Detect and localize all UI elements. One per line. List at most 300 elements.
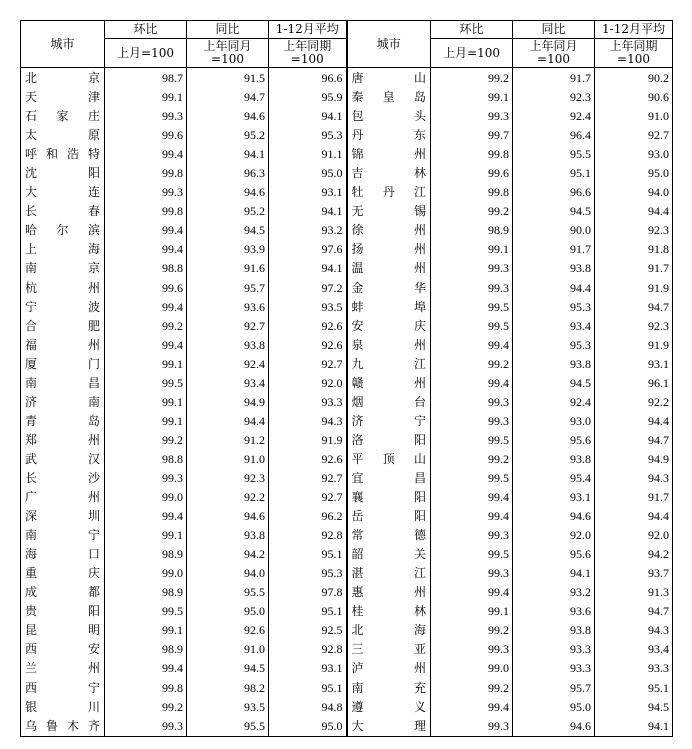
city-name: 银 川 — [25, 699, 100, 714]
city-name: 泉 州 — [351, 337, 426, 352]
city-cell-left — [21, 374, 105, 393]
city-name: 福 州 — [25, 337, 100, 352]
avg-value-right: 94.7 — [595, 298, 673, 317]
city-cell-right — [347, 583, 431, 602]
table-row — [21, 602, 673, 621]
mom-value-left: 99.8 — [105, 202, 187, 221]
mom-value-left: 99.3 — [105, 183, 187, 202]
city-cell-right — [347, 183, 431, 202]
mom-value-right: 99.0 — [431, 659, 513, 678]
mom-value-right: 99.2 — [431, 621, 513, 640]
city-name: 呼 和 浩 特 — [25, 147, 100, 162]
yoy-base-left — [187, 39, 269, 68]
yoy-value-right: 93.1 — [513, 488, 595, 507]
mom-value-left: 99.4 — [105, 221, 187, 240]
mom-value-right: 99.4 — [431, 488, 513, 507]
city-cell-left — [21, 317, 105, 336]
city-cell-right — [347, 545, 431, 564]
city-name: 厦 门 — [25, 356, 100, 371]
table-row — [21, 68, 673, 89]
yoy-base-line2: =100 — [211, 52, 244, 66]
city-name: 济 宁 — [351, 413, 426, 428]
avg-value-right: 91.7 — [595, 259, 673, 278]
yoy-value-right: 95.1 — [513, 164, 595, 183]
city-name: 海 口 — [25, 547, 100, 562]
mom-value-left: 99.1 — [105, 393, 187, 412]
table-row — [21, 583, 673, 602]
city-name: 秦 皇 岛 — [351, 90, 426, 105]
city-cell-right — [347, 507, 431, 526]
yoy-value-left: 95.2 — [187, 202, 269, 221]
yoy-value-left: 93.8 — [187, 526, 269, 545]
city-cell-left — [21, 698, 105, 717]
avg-value-left: 94.1 — [269, 259, 347, 278]
price-index-table-container — [20, 20, 672, 737]
mom-value-right: 99.2 — [431, 355, 513, 374]
city-name: 昆 明 — [25, 623, 100, 638]
city-cell-right — [347, 68, 431, 89]
mom-value-left: 98.9 — [105, 583, 187, 602]
mom-value-right: 99.3 — [431, 412, 513, 431]
city-cell-right — [347, 336, 431, 355]
city-name: 岳 阳 — [351, 509, 426, 524]
city-cell-right — [347, 374, 431, 393]
city-name: 贵 阳 — [25, 604, 100, 619]
city-cell-right — [347, 298, 431, 317]
avg-value-right: 94.3 — [595, 621, 673, 640]
yoy-value-right: 94.6 — [513, 717, 595, 737]
avg-value-right: 94.7 — [595, 602, 673, 621]
city-name: 深 圳 — [25, 509, 100, 524]
city-cell-left — [21, 431, 105, 450]
table-row — [21, 469, 673, 488]
table-row — [21, 317, 673, 336]
avg-value-right: 91.9 — [595, 336, 673, 355]
yoy-value-right: 95.0 — [513, 698, 595, 717]
avg-value-left: 93.2 — [269, 221, 347, 240]
avg-value-left: 95.3 — [269, 126, 347, 145]
yoy-value-right: 96.4 — [513, 126, 595, 145]
city-name: 郑 州 — [25, 432, 100, 447]
yoy-value-right: 94.4 — [513, 279, 595, 298]
avg-value-right: 92.0 — [595, 526, 673, 545]
city-name: 天 津 — [25, 90, 100, 105]
avg-value-left: 95.0 — [269, 164, 347, 183]
avg-value-right: 91.8 — [595, 240, 673, 259]
yoy-value-right: 92.4 — [513, 107, 595, 126]
city-name: 北 海 — [351, 623, 426, 638]
avg-value-right: 93.7 — [595, 564, 673, 583]
yoy-value-right: 92.0 — [513, 526, 595, 545]
avg-value-left: 93.3 — [269, 393, 347, 412]
yoy-value-left: 95.7 — [187, 279, 269, 298]
yoy-value-left: 94.5 — [187, 659, 269, 678]
avg-value-right: 94.0 — [595, 183, 673, 202]
mom-value-right: 99.8 — [431, 145, 513, 164]
avg-value-right: 92.7 — [595, 126, 673, 145]
yoy-value-right: 95.7 — [513, 679, 595, 698]
city-name: 杭 州 — [25, 280, 100, 295]
table-row — [21, 221, 673, 240]
city-cell-right — [347, 488, 431, 507]
avg-value-right: 91.7 — [595, 488, 673, 507]
yoy-value-left: 92.2 — [187, 488, 269, 507]
yoy-value-right: 91.7 — [513, 240, 595, 259]
avg-value-right: 93.1 — [595, 355, 673, 374]
avg-value-right: 94.2 — [595, 545, 673, 564]
yoy-value-right: 95.6 — [513, 431, 595, 450]
mom-value-left: 98.8 — [105, 259, 187, 278]
avg-value-left: 97.6 — [269, 240, 347, 259]
mom-value-right: 99.5 — [431, 317, 513, 336]
city-header-left: 城市 — [21, 21, 105, 68]
avg-value-right: 94.1 — [595, 717, 673, 737]
city-name: 徐 州 — [351, 223, 426, 238]
table-row — [21, 164, 673, 183]
yoy-value-left: 91.6 — [187, 259, 269, 278]
yoy-value-right: 93.3 — [513, 640, 595, 659]
city-cell-right — [347, 431, 431, 450]
yoy-value-left: 93.9 — [187, 240, 269, 259]
mom-value-right: 99.4 — [431, 698, 513, 717]
avg-value-left: 95.3 — [269, 564, 347, 583]
city-cell-right — [347, 240, 431, 259]
city-cell-left — [21, 526, 105, 545]
yoy-value-left: 92.4 — [187, 355, 269, 374]
city-name: 韶 关 — [351, 547, 426, 562]
city-cell-right — [347, 317, 431, 336]
city-cell-left — [21, 107, 105, 126]
city-cell-left — [21, 68, 105, 89]
yoy-value-right: 93.6 — [513, 602, 595, 621]
city-cell-right — [347, 717, 431, 737]
city-cell-left — [21, 336, 105, 355]
table-row — [21, 488, 673, 507]
mom-value-left: 98.7 — [105, 68, 187, 89]
table-row — [21, 202, 673, 221]
avg-value-left: 94.1 — [269, 107, 347, 126]
avg-value-left: 93.5 — [269, 298, 347, 317]
avg-value-right: 93.0 — [595, 145, 673, 164]
mom-value-right: 99.5 — [431, 431, 513, 450]
mom-base-right: 上月=100 — [431, 39, 513, 68]
table-row — [21, 679, 673, 698]
city-cell-right — [347, 393, 431, 412]
city-name: 青 岛 — [25, 413, 100, 428]
avg-value-left: 95.1 — [269, 545, 347, 564]
city-cell-right — [347, 412, 431, 431]
avg-value-right: 93.3 — [595, 659, 673, 678]
yoy-value-left: 94.9 — [187, 393, 269, 412]
yoy-value-left: 91.5 — [187, 68, 269, 89]
mom-value-right: 99.2 — [431, 679, 513, 698]
avg-base-line1: 上年同期 — [283, 39, 332, 53]
city-cell-right — [347, 88, 431, 107]
yoy-value-left: 94.6 — [187, 507, 269, 526]
header-row-1 — [21, 21, 673, 39]
yoy-value-right: 93.8 — [513, 621, 595, 640]
mom-value-right: 99.4 — [431, 336, 513, 355]
yoy-value-left: 92.7 — [187, 317, 269, 336]
mom-value-right: 99.5 — [431, 469, 513, 488]
yoy-value-right: 93.8 — [513, 355, 595, 374]
mom-value-left: 98.9 — [105, 640, 187, 659]
mom-value-right: 99.1 — [431, 602, 513, 621]
city-name: 长 春 — [25, 204, 100, 219]
avg-value-right: 92.2 — [595, 393, 673, 412]
yoy-value-left: 92.6 — [187, 621, 269, 640]
mom-value-right: 99.3 — [431, 393, 513, 412]
yoy-value-left: 94.4 — [187, 412, 269, 431]
avg-value-right: 91.0 — [595, 107, 673, 126]
mom-value-left: 99.5 — [105, 374, 187, 393]
yoy-value-left: 94.5 — [187, 221, 269, 240]
mom-value-right: 99.3 — [431, 259, 513, 278]
avg-value-left: 92.8 — [269, 640, 347, 659]
yoy-value-left: 94.2 — [187, 545, 269, 564]
mom-value-left: 99.3 — [105, 107, 187, 126]
mom-header-left: 环比 — [105, 21, 187, 39]
mom-value-right: 98.9 — [431, 221, 513, 240]
mom-base-left: 上月=100 — [105, 39, 187, 68]
table-row — [21, 640, 673, 659]
mom-value-right: 99.7 — [431, 126, 513, 145]
city-cell-left — [21, 545, 105, 564]
avg-value-right: 94.4 — [595, 202, 673, 221]
yoy-value-right: 96.6 — [513, 183, 595, 202]
city-name: 丹 东 — [351, 128, 426, 143]
city-cell-right — [347, 450, 431, 469]
avg-value-right: 94.7 — [595, 431, 673, 450]
yoy-header-right: 同比 — [513, 21, 595, 39]
yoy-header-left: 同比 — [187, 21, 269, 39]
city-name: 武 汉 — [25, 451, 100, 466]
city-name: 北 京 — [25, 71, 100, 86]
table-row — [21, 450, 673, 469]
table-row — [21, 279, 673, 298]
yoy-base-line1: 上年同月 — [203, 39, 252, 53]
city-name: 唐 山 — [351, 71, 426, 86]
mom-value-right: 99.2 — [431, 450, 513, 469]
avg-value-left: 96.6 — [269, 68, 347, 89]
table-row — [21, 336, 673, 355]
city-cell-left — [21, 507, 105, 526]
mom-value-left: 99.4 — [105, 659, 187, 678]
city-name: 金 华 — [351, 280, 426, 295]
city-cell-left — [21, 717, 105, 737]
avg-base-line2: =100 — [617, 52, 650, 66]
mom-value-right: 99.4 — [431, 583, 513, 602]
city-name: 石 家 庄 — [25, 109, 100, 124]
yoy-value-right: 95.6 — [513, 545, 595, 564]
city-cell-right — [347, 107, 431, 126]
table-row — [21, 507, 673, 526]
city-cell-right — [347, 164, 431, 183]
city-name: 烟 台 — [351, 394, 426, 409]
avg-base-right — [595, 39, 673, 68]
city-cell-left — [21, 183, 105, 202]
price-index-table — [20, 20, 673, 737]
city-cell-left — [21, 640, 105, 659]
mom-value-right: 99.3 — [431, 279, 513, 298]
mom-value-right: 99.3 — [431, 564, 513, 583]
mom-value-left: 99.3 — [105, 717, 187, 737]
city-cell-left — [21, 564, 105, 583]
city-cell-left — [21, 679, 105, 698]
yoy-value-left: 94.7 — [187, 88, 269, 107]
mom-value-right: 99.3 — [431, 717, 513, 737]
city-name: 锦 州 — [351, 147, 426, 162]
city-cell-left — [21, 469, 105, 488]
mom-value-right: 99.8 — [431, 183, 513, 202]
avg-value-left: 94.3 — [269, 412, 347, 431]
mom-value-left: 99.2 — [105, 698, 187, 717]
avg-value-right: 95.1 — [595, 679, 673, 698]
city-name: 南 充 — [351, 680, 426, 695]
city-name: 西 宁 — [25, 680, 100, 695]
table-row — [21, 717, 673, 737]
city-name: 南 昌 — [25, 375, 100, 390]
mom-value-left: 99.8 — [105, 679, 187, 698]
avg-value-right: 94.4 — [595, 412, 673, 431]
mom-value-left: 99.4 — [105, 298, 187, 317]
avg-value-left: 92.7 — [269, 355, 347, 374]
city-cell-right — [347, 659, 431, 678]
yoy-value-left: 95.2 — [187, 126, 269, 145]
mom-header-right: 环比 — [431, 21, 513, 39]
city-name: 南 京 — [25, 261, 100, 276]
table-row — [21, 126, 673, 145]
avg-value-left: 97.2 — [269, 279, 347, 298]
city-cell-right — [347, 259, 431, 278]
city-name: 桂 林 — [351, 604, 426, 619]
city-cell-left — [21, 221, 105, 240]
yoy-value-right: 95.3 — [513, 298, 595, 317]
mom-value-left: 99.5 — [105, 602, 187, 621]
city-cell-left — [21, 240, 105, 259]
avg-value-right: 94.5 — [595, 698, 673, 717]
avg-value-left: 95.1 — [269, 602, 347, 621]
avg-value-left: 92.6 — [269, 317, 347, 336]
yoy-value-right: 93.4 — [513, 317, 595, 336]
city-cell-left — [21, 298, 105, 317]
yoy-value-left: 93.6 — [187, 298, 269, 317]
yoy-base-line2: =100 — [537, 52, 570, 66]
avg-value-left: 94.1 — [269, 202, 347, 221]
city-cell-left — [21, 126, 105, 145]
city-cell-right — [347, 640, 431, 659]
city-cell-right — [347, 355, 431, 374]
table-row — [21, 374, 673, 393]
city-name: 乌 鲁 木 齐 — [25, 718, 100, 733]
yoy-value-right: 93.3 — [513, 659, 595, 678]
city-cell-right — [347, 202, 431, 221]
avg-value-right: 94.9 — [595, 450, 673, 469]
mom-value-left: 99.1 — [105, 412, 187, 431]
yoy-value-right: 94.1 — [513, 564, 595, 583]
mom-value-right: 99.3 — [431, 640, 513, 659]
avg-value-left: 95.1 — [269, 679, 347, 698]
avg-value-right: 94.3 — [595, 469, 673, 488]
yoy-value-left: 92.3 — [187, 469, 269, 488]
avg-base-line2: =100 — [290, 52, 324, 66]
mom-value-left: 99.2 — [105, 317, 187, 336]
avg-value-left: 94.8 — [269, 698, 347, 717]
avg-value-left: 92.5 — [269, 621, 347, 640]
city-cell-left — [21, 259, 105, 278]
avg-value-right: 94.4 — [595, 507, 673, 526]
city-cell-left — [21, 412, 105, 431]
avg-base-left — [269, 39, 347, 68]
city-name: 大 理 — [351, 718, 426, 733]
city-cell-right — [347, 698, 431, 717]
yoy-value-left: 96.3 — [187, 164, 269, 183]
mom-value-right: 99.5 — [431, 545, 513, 564]
mom-value-left: 99.8 — [105, 164, 187, 183]
table-row — [21, 298, 673, 317]
mom-value-right: 99.1 — [431, 88, 513, 107]
yoy-value-left: 93.8 — [187, 336, 269, 355]
yoy-value-left: 91.2 — [187, 431, 269, 450]
city-cell-right — [347, 564, 431, 583]
yoy-value-right: 93.8 — [513, 259, 595, 278]
city-name: 长 沙 — [25, 471, 100, 485]
city-cell-left — [21, 621, 105, 640]
city-name: 遵 义 — [351, 699, 426, 714]
avg-value-left: 95.9 — [269, 88, 347, 107]
yoy-base-line1: 上年同月 — [529, 39, 578, 53]
yoy-value-right: 93.2 — [513, 583, 595, 602]
table-header — [21, 21, 673, 68]
yoy-value-left: 91.0 — [187, 450, 269, 469]
mom-value-right: 99.3 — [431, 526, 513, 545]
city-name: 常 德 — [351, 528, 426, 543]
city-name: 大 连 — [25, 185, 100, 200]
yoy-value-right: 94.5 — [513, 202, 595, 221]
mom-value-left: 99.4 — [105, 145, 187, 164]
city-name: 南 宁 — [25, 528, 100, 543]
city-cell-right — [347, 679, 431, 698]
city-header-right: 城市 — [347, 21, 431, 68]
avg-value-left: 91.9 — [269, 431, 347, 450]
avg-value-left: 92.7 — [269, 469, 347, 488]
city-cell-left — [21, 202, 105, 221]
city-cell-right — [347, 602, 431, 621]
city-name: 惠 州 — [351, 585, 426, 600]
table-row — [21, 564, 673, 583]
table-row — [21, 355, 673, 374]
yoy-value-left: 94.6 — [187, 183, 269, 202]
avg-value-right: 92.3 — [595, 221, 673, 240]
city-name: 洛 阳 — [351, 432, 426, 447]
table-row — [21, 526, 673, 545]
city-cell-left — [21, 88, 105, 107]
table-row — [21, 183, 673, 202]
table-body — [21, 68, 673, 737]
city-name: 九 江 — [351, 356, 426, 371]
yoy-value-left: 95.5 — [187, 583, 269, 602]
yoy-value-right: 94.5 — [513, 374, 595, 393]
yoy-value-right: 92.3 — [513, 88, 595, 107]
table-row — [21, 145, 673, 164]
mom-value-right: 99.2 — [431, 68, 513, 89]
avg-value-left: 92.6 — [269, 450, 347, 469]
table-row — [21, 545, 673, 564]
avg-value-left: 95.0 — [269, 717, 347, 737]
city-cell-left — [21, 393, 105, 412]
yoy-value-right: 93.8 — [513, 450, 595, 469]
city-name: 湛 江 — [351, 566, 426, 581]
